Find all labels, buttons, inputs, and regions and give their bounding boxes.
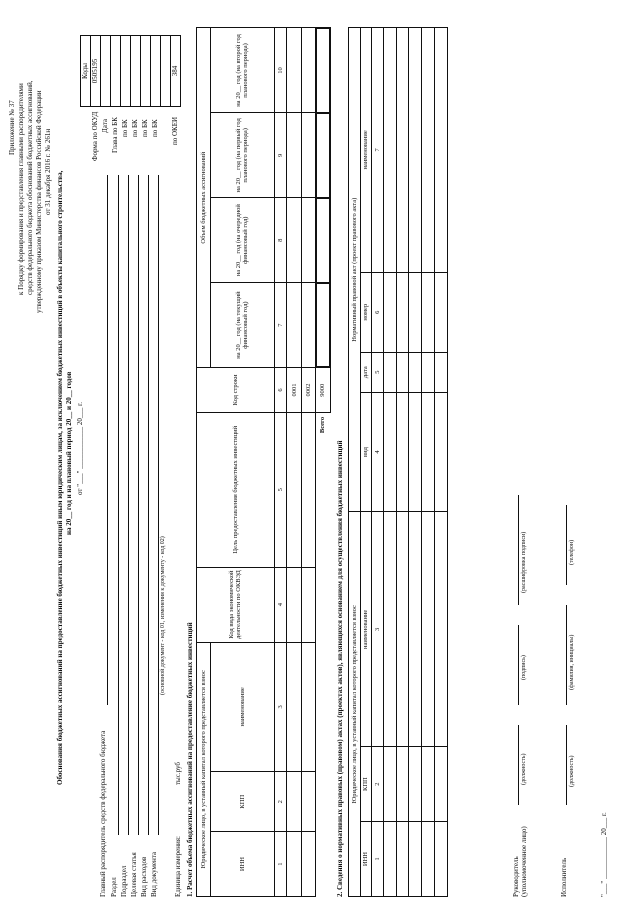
s1-name-header: наименование: [211, 642, 274, 772]
head-signature-field[interactable]: [518, 625, 519, 705]
s1-entity-header: Юридическое лицо, в уставный капитал которого представляется взнос: [197, 642, 211, 896]
vr-label: Вид расходов: [140, 856, 148, 897]
exec-position-caption: (должность): [569, 755, 575, 787]
s2-col-num: 7: [372, 28, 384, 273]
podrazdel-label: Подраздел: [120, 865, 128, 897]
cell[interactable]: [396, 747, 409, 822]
okud-label: Форма по ОКУД: [91, 111, 99, 161]
s2-date-header: дата: [360, 352, 372, 392]
s2-kind-header: вид: [360, 392, 372, 512]
s1-col-num: 7: [274, 283, 287, 368]
s1-col-num: 1: [274, 832, 287, 897]
table-row: [383, 28, 396, 897]
s2-col-num: 5: [372, 352, 384, 392]
document-date: от "___" ____________ 20___ г.: [76, 401, 84, 495]
s2-col-num: 4: [372, 392, 384, 512]
s1-col-num: 10: [274, 28, 287, 113]
document-title: Обоснования бюджетных ассигнований на предоставление бюджетных инвестиций иным юридическим лицам, за исключением бюджетных инвестиций в объекты капитального строительства,: [56, 170, 64, 785]
section1-table: [196, 27, 331, 897]
cell[interactable]: [396, 392, 409, 512]
appendix-line: утвержденному приказом Министерства финансов Российской Федерации: [35, 90, 43, 313]
cell[interactable]: [383, 822, 396, 897]
s1-col-num: 2: [274, 772, 287, 832]
gbk-cell[interactable]: [111, 36, 121, 107]
date-label: Дата: [101, 119, 109, 133]
okud-code: 0505195: [91, 36, 101, 107]
gr-label: Главный распорядитель средств федерального бюджета: [99, 730, 107, 897]
vr-field[interactable]: [148, 175, 149, 835]
table-row: [287, 28, 301, 897]
cell[interactable]: [383, 28, 396, 273]
date-cell[interactable]: [101, 36, 111, 107]
s2-entity-header: Юридическое лицо, в уставный капитал которого представляется взнос: [349, 512, 361, 897]
s1-code-header: Код строки: [197, 367, 275, 412]
s2-actname-header: наименование: [360, 28, 372, 273]
exec-phone-field[interactable]: [566, 505, 567, 585]
cell[interactable]: [422, 512, 435, 747]
s1-volume-header: Объем бюджетных ассигнований: [197, 28, 211, 367]
s1-col-num: 9: [274, 113, 287, 198]
section1-title: 1. Расчет объема бюджетных ассигнований на предоставление бюджетных инвестиций: [186, 622, 194, 897]
cell[interactable]: [383, 272, 396, 352]
bk-cell[interactable]: [141, 36, 151, 107]
exec-position-field[interactable]: [566, 725, 567, 805]
cell[interactable]: [422, 28, 435, 273]
s2-col-num: 1: [372, 822, 384, 897]
cell[interactable]: [396, 352, 409, 392]
unit-value: тыс.руб: [174, 762, 182, 785]
exec-name-field[interactable]: [566, 605, 567, 705]
signature-caption: (подпись): [521, 655, 527, 680]
cell[interactable]: [422, 352, 435, 392]
bk-label: по БК: [151, 119, 159, 137]
total-cell: [316, 113, 330, 198]
section2-title: 2. Сведения о нормативных правовых (правовом) актах (проектах актов), являющихся основанием для осуществления бюджетных инвестиций: [336, 440, 344, 897]
s1-inn-header: ИНН: [211, 832, 274, 897]
cell[interactable]: [435, 392, 448, 512]
cell[interactable]: [301, 772, 315, 832]
bk-label: по БК: [141, 119, 149, 137]
cell[interactable]: [435, 822, 448, 897]
vd-label: Вид документа: [150, 851, 158, 897]
s2-number-header: номер: [360, 272, 372, 352]
s1-col-num: 6: [274, 367, 287, 412]
vd-note: (основной документ - код 01, изменения к документу - код 02): [160, 536, 166, 695]
head-position-field[interactable]: [518, 725, 519, 805]
s1-col-num: 8: [274, 198, 287, 283]
okei-code: 384: [171, 36, 181, 107]
cell[interactable]: [301, 28, 315, 113]
cell[interactable]: [409, 352, 422, 392]
s1-y1-header: на 20__ год (на текущий финансовый год): [211, 283, 274, 368]
signature-date: "___" ____________ 20___ г.: [600, 812, 608, 897]
s1-row-code: 0001: [287, 367, 301, 412]
table-row: [435, 28, 448, 897]
cell[interactable]: [287, 642, 301, 772]
decoding-caption: (расшифровка подписи): [521, 531, 527, 593]
cst-field[interactable]: [138, 175, 139, 835]
unit-label: Единица измерения:: [174, 836, 182, 897]
s2-col-num: 6: [372, 272, 384, 352]
cell[interactable]: [435, 747, 448, 822]
s2-kpp-header: КПП: [360, 747, 372, 822]
s1-total-label: Всего: [319, 416, 327, 434]
cell[interactable]: [287, 832, 301, 897]
s2-act-header: Нормативный правовой акт (проект правового акта): [349, 28, 361, 512]
cell[interactable]: [422, 747, 435, 822]
s1-col-num: 4: [274, 567, 287, 642]
head-label: Руководитель: [512, 856, 520, 897]
s1-kpp-header: КПП: [211, 772, 274, 832]
cell[interactable]: [409, 272, 422, 352]
s1-okved-header: Код вида экономической деятельности по ОКВЭД: [197, 567, 275, 642]
table-row: [409, 28, 422, 897]
empty-cell: [161, 36, 171, 107]
cell[interactable]: [383, 747, 396, 822]
bk-label: по БК: [131, 119, 139, 137]
codes-table: [80, 35, 181, 107]
bk-cell[interactable]: [121, 36, 131, 107]
s2-inn-header: ИНН: [360, 822, 372, 897]
s1-y3-header: на 20__ год (на первый год планового периода): [211, 113, 274, 198]
cell[interactable]: [435, 512, 448, 747]
table-row: [301, 28, 315, 897]
exec-label: Исполнитель: [560, 857, 568, 897]
cell[interactable]: [409, 392, 422, 512]
bk-cell[interactable]: [151, 36, 161, 107]
s1-col-num: 3: [274, 642, 287, 772]
codes-header: Коды: [81, 36, 91, 107]
table-row: [422, 28, 435, 897]
podrazdel-field[interactable]: [128, 175, 129, 835]
cell[interactable]: [396, 272, 409, 352]
appendix-line: средств федерального бюджета обоснований бюджетных ассигнований,: [26, 80, 34, 295]
okei-label: по ОКЕИ: [171, 116, 179, 145]
cell[interactable]: [287, 113, 301, 198]
head-decoding-field[interactable]: [518, 495, 519, 605]
cell[interactable]: [383, 512, 396, 747]
head-sub: (уполномоченное лицо): [520, 826, 528, 897]
s2-col-num: 2: [372, 747, 384, 822]
cell[interactable]: [396, 822, 409, 897]
cell[interactable]: [301, 283, 315, 368]
bk-label: по БК: [121, 119, 129, 137]
appendix-line: от 31 декабря 2016 г. № 261н: [44, 128, 52, 215]
cell[interactable]: [409, 822, 422, 897]
s1-col-num: 5: [274, 412, 287, 567]
cell[interactable]: [422, 392, 435, 512]
cell[interactable]: [435, 272, 448, 352]
total-cell: [316, 28, 330, 113]
cell[interactable]: [422, 272, 435, 352]
cell[interactable]: [301, 832, 315, 897]
gr-field[interactable]: [107, 175, 108, 705]
cell[interactable]: [396, 512, 409, 747]
appendix-number: Приложение № 37: [8, 100, 16, 155]
cell[interactable]: [383, 392, 396, 512]
cell[interactable]: [422, 822, 435, 897]
cell[interactable]: [287, 28, 301, 113]
total-cell: [316, 283, 330, 368]
cell[interactable]: [301, 567, 315, 642]
cst-label: Целевая статья: [130, 852, 138, 897]
cell[interactable]: [301, 198, 315, 283]
cell[interactable]: [287, 567, 301, 642]
s1-row-code: 0002: [301, 367, 315, 412]
cell[interactable]: [301, 642, 315, 772]
exec-name-caption: (фамилия, инициалы): [569, 634, 575, 690]
razdel-label: Раздел: [110, 877, 118, 897]
cell[interactable]: [409, 28, 422, 273]
position-caption: (должность): [521, 753, 527, 785]
cell[interactable]: [287, 412, 301, 567]
cell[interactable]: [301, 113, 315, 198]
cell[interactable]: [409, 512, 422, 747]
phone-caption: (телефон): [569, 539, 575, 565]
cell[interactable]: [287, 283, 301, 368]
cell[interactable]: [383, 352, 396, 392]
cell[interactable]: [409, 747, 422, 822]
vd-field[interactable]: [158, 175, 159, 835]
total-cell: [316, 198, 330, 283]
bk-cell[interactable]: [131, 36, 141, 107]
razdel-field[interactable]: [118, 175, 119, 835]
gbk-label: Глава по БК: [111, 117, 119, 153]
cell[interactable]: [287, 772, 301, 832]
cell[interactable]: [301, 412, 315, 567]
s1-y4-header: на 20__ год (на второй год планового периода): [211, 28, 274, 113]
table-row: [396, 28, 409, 897]
s1-goal-header: Цель предоставления бюджетных инвестиций: [197, 412, 275, 567]
cell[interactable]: [435, 28, 448, 273]
document-subtitle: на 20__ год и на плановый период 20__ и 20__ годов: [65, 371, 73, 535]
cell[interactable]: [435, 352, 448, 392]
section2-table: [348, 27, 448, 897]
cell[interactable]: [287, 198, 301, 283]
appendix-line: к Порядку формирования и представления главными распорядителями: [17, 83, 25, 295]
cell[interactable]: [396, 28, 409, 273]
s1-total-code: 9000: [316, 367, 330, 412]
s2-col-num: 3: [372, 512, 384, 747]
total-row: [316, 28, 330, 897]
s1-y2-header: на 20__ год (на очередной финансовый год): [211, 198, 274, 283]
s2-name-header: наименование: [360, 512, 372, 747]
